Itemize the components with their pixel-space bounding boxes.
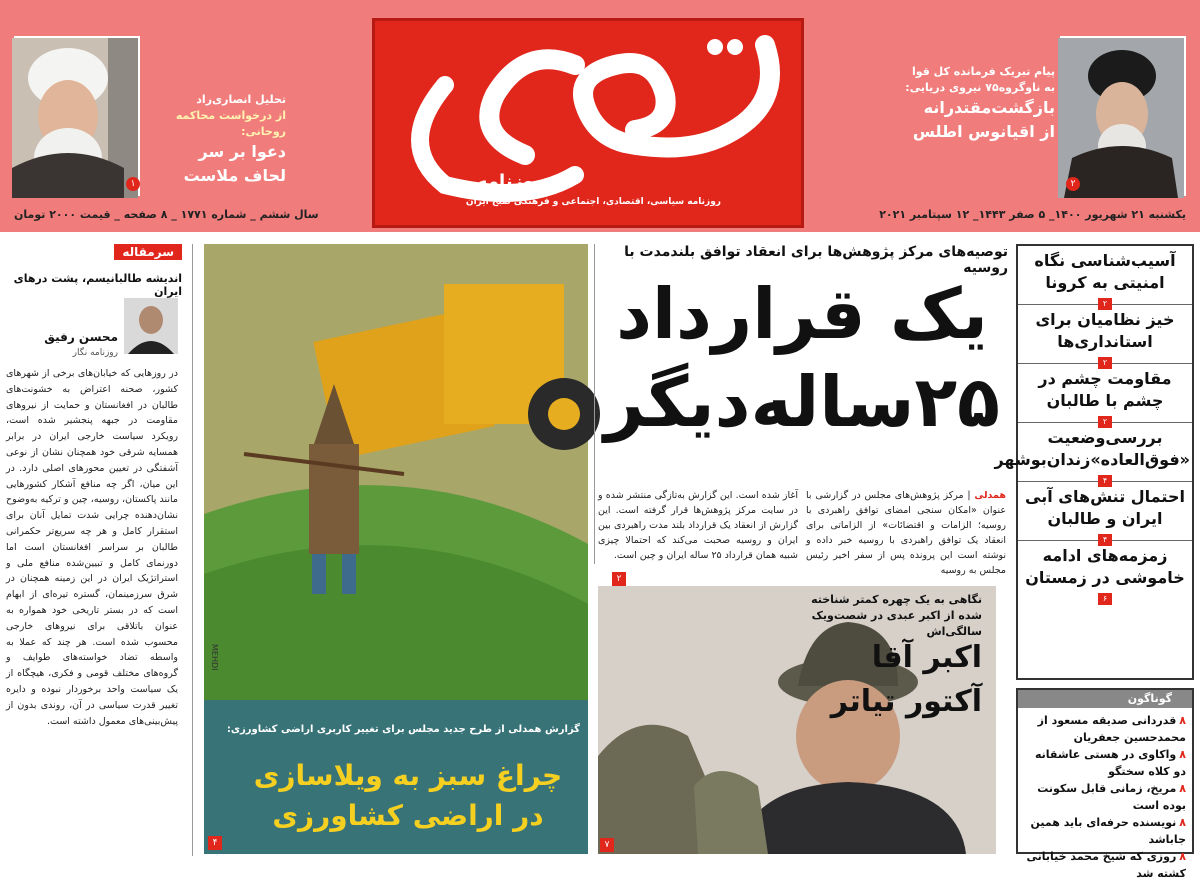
headline-item-title: احتمال تنش‌های آبی ایران و طالبان (1025, 487, 1185, 528)
header-right-photo[interactable] (1060, 36, 1186, 196)
misc-item[interactable] (1024, 780, 1186, 814)
page-number-badge: ۱ (126, 177, 140, 191)
teaser-kicker: از درخواست محاکمه روحانی: (175, 109, 286, 138)
cartoon-title-line: در اراضی کشاورزی (272, 799, 544, 832)
misc-item-text: واکاوی در هستی عاشقانه دو کلاه سختگو (1035, 748, 1186, 778)
misc-item-text: مریخ، زمانی قابل سکونت بوده است (1037, 782, 1186, 812)
author-name: محسن رفیق (44, 330, 118, 344)
misc-box (1016, 688, 1194, 880)
headlines-column (994, 244, 1194, 680)
page-number-badge: ۲ (1066, 177, 1080, 191)
misc-header: گوناگون (1018, 690, 1192, 708)
lead-body-right (806, 488, 1006, 578)
lead-kicker[interactable]: توصیه‌های مرکز پژوهش‌ها برای انعقاد توافق بلندمدت با روسیه (624, 244, 1008, 276)
page-number-badge: ۲ (1098, 357, 1112, 369)
misc-item[interactable] (1024, 712, 1186, 746)
issue-date: یکشنبه ۲۱ شهریور ۱۴۰۰_ ۵ صفر ۱۴۴۳_ ۱۲ سپتامبر ۲۰۲۱ (879, 208, 1186, 221)
teaser-title: لحاف ملاست (183, 166, 286, 185)
headline-item[interactable] (1018, 482, 1192, 544)
lead-body-text: | مرکز پژوهش‌های مجلس در گزارشی با عنوان «امکان سنجی امضای توافق راهبردی با روسیه؛ الزامات و اقتضائات» از الزاماتی برای انعقاد یک توافق راهبردی با روسیه خبر داده و نوشته است این پرونده پس از سفر اخیر رئیس مجلس به روسیه (806, 490, 1006, 576)
misc-item-page: ۸ (1179, 782, 1186, 795)
headline-item-title: خیز نظامیان برای استانداری‌ها (1035, 310, 1175, 351)
teaser-title: از اقیانوس اطلس (912, 122, 1055, 141)
headline-item[interactable] (1018, 246, 1192, 308)
headline-item[interactable] (1018, 364, 1192, 426)
misc-item-page: ۸ (1179, 850, 1186, 863)
lead-headline-line: ۲۵ساله‌دیگر (604, 361, 1000, 443)
column-divider (594, 244, 595, 564)
editorial-column (6, 244, 182, 856)
cartoon-title-line: چراغ سبز به ویلاسازی (253, 759, 563, 792)
author-role: روزنامه نگار (72, 348, 118, 358)
leader-portrait-image (1058, 38, 1184, 198)
misc-item-text: روزی که شیخ محمد خیابانی کشته شد (1026, 850, 1186, 880)
teaser-title: دعوا بر سر (198, 142, 286, 161)
hamdeli-logo (385, 25, 799, 201)
cleric-portrait-image (12, 38, 138, 198)
teaser-kicker: پیام تبریک فرمانده کل قوا (911, 65, 1055, 78)
headline-item-title: آسیب‌شناسی نگاه امنیتی به کرونا (1034, 251, 1176, 292)
misc-item-page: ۸ (1179, 748, 1186, 761)
headline-item-title: زمزمه‌های ادامه خاموشی در زمستان (1025, 546, 1185, 587)
page-number-badge: ۲ (612, 572, 626, 586)
masthead-tagline: روزنامه سیاسی، اقتصادی، اجتماعی و فرهنگی صبح ایران (465, 197, 721, 207)
misc-item-text: نویسنده حرفه‌ای باید همین جاباشد (1030, 816, 1186, 846)
misc-item[interactable] (1024, 814, 1186, 848)
actor-kicker: نگاهی به یک چهره کمتر شناخته شده از اکبر عبدی در شصت‌ویک سالگی‌اش (811, 593, 982, 638)
masthead-logo[interactable] (372, 18, 804, 228)
editorial-text: در روزهایی که خیابان‌های برخی از شهرهای کشور، صحنه اعتراض به خشونت‌های طالبان در افغانستان و حمایت از نیروهای مقاومت در جبهه پنجشیر شده است، رویکرد سیاست خارجی ایران در برابر همسایه شرقی خود همچنان نشان از نوعی آشفتگی در تعیین محورهای اصلی دارد. در این میان، اگر چه منافع آشکار کشورهایی مانند پاکستان، روسیه، چین و ترکیه به‌وضوح نشان‌دهنده چرایی شدت تمایل آنان برای استقرار کامل و هر چه سریع‌تر حکمرانی طالبان بر سراسر افغانستان است اما دورنمای کامل و تبیین‌شده منافع ملی و استراتژیک ایران در این زمینه همچنان در شرق سرزمینمان، گستره تیره‌ای از ابهام است که در بستر تاریخی خود همواره به عنوان باتلاقی برای نیروهای خارجی محسوب شده است. هر چند که عملا به واسطه تضاد خواسته‌های طوایف و گروه‌های مختلف قومی و فکری، هیچگاه از یک سیاست واحد برخوردار نبوده و دایره تغییر قدرت سیاسی در آن، روندی بدون از پیش‌بینی‌های معمول داشته است. (6, 368, 178, 727)
page-number-badge: ۴ (1098, 475, 1112, 487)
headline-item[interactable] (994, 423, 1192, 485)
masthead-prefix: روزنامه (477, 171, 545, 192)
cartoon-feature[interactable] (204, 244, 588, 854)
author-avatar (124, 298, 178, 354)
header-band (0, 0, 1200, 232)
headline-item[interactable] (1018, 541, 1192, 603)
actor-title-line: آکتور تیاتر (830, 684, 982, 719)
actor-title (792, 636, 982, 724)
misc-item[interactable] (1024, 848, 1186, 882)
lead-source-tag: همدلی (974, 490, 1006, 501)
header-left-teaser[interactable] (146, 92, 286, 188)
headline-item-title: بررسی‌وضعیت «فوق‌العاده»زندان‌بوشهر (994, 428, 1190, 469)
page-number-badge: ۷ (600, 838, 614, 852)
headline-item[interactable] (1018, 305, 1192, 367)
headline-item-title: مقاومت چشم در چشم با طالبان (1038, 369, 1172, 410)
author-photo-image (124, 298, 178, 354)
page-number-badge: ۴ (1098, 534, 1112, 546)
lead-headline[interactable] (596, 270, 1008, 446)
lead-body-left: آغاز شده است. این گزارش به‌تازگی منتشر شده و در سایت مرکز پژوهش‌ها قرار گرفته است. این گزارش از انعقاد یک قرارداد بلند مدت راهبردی بین ایران و روسیه صحبت می‌کند که احتمالا چیزی شبیه همان قرارداد ۲۵ ساله ایران و چین است. (598, 490, 798, 561)
cartoon-caption: گزارش همدلی از طرح جدید مجلس برای تغییر کاربری اراضی کشاورزی: (226, 724, 580, 735)
page-number-badge: ۲ (1098, 298, 1112, 310)
teaser-kicker: به ناوگروه۷۵ نیروی دریایی: (905, 81, 1055, 94)
misc-item-page: ۸ (1179, 714, 1186, 727)
editorial-header: سرمقاله (114, 244, 182, 260)
actor-title-line: اکبر آقا (871, 640, 982, 675)
page-number-badge: ۴ (208, 836, 222, 850)
misc-item-page: ۸ (1179, 816, 1186, 829)
issue-info: سال ششم _ شماره ۱۷۷۱ _ ۸ صفحه _ قیمت ۲۰۰۰ تومان (14, 208, 319, 221)
lead-headline-line: یک قرارداد (616, 273, 988, 355)
teaser-kicker: تحلیل انصاری‌راد (196, 93, 286, 106)
teaser-title: بازگشت‌مقتدرانه (923, 98, 1055, 117)
header-left-photo[interactable] (14, 36, 140, 196)
misc-item[interactable] (1024, 746, 1186, 780)
cartoon-title (238, 756, 578, 836)
page-number-badge: ۲ (1098, 416, 1112, 428)
misc-item-text: قدردانی صدیقه مسعود از محمدحسین جعفریان (1037, 714, 1186, 744)
header-right-teaser[interactable] (905, 64, 1055, 144)
column-divider (192, 244, 193, 856)
editorial-subtitle[interactable]: اندیشه طالبانیسم، پشت درهای ایران (13, 272, 182, 298)
actor-feature[interactable] (598, 586, 996, 854)
page-number-badge: ۶ (1098, 593, 1112, 605)
cartoon-signature: MEHDI (210, 644, 219, 671)
